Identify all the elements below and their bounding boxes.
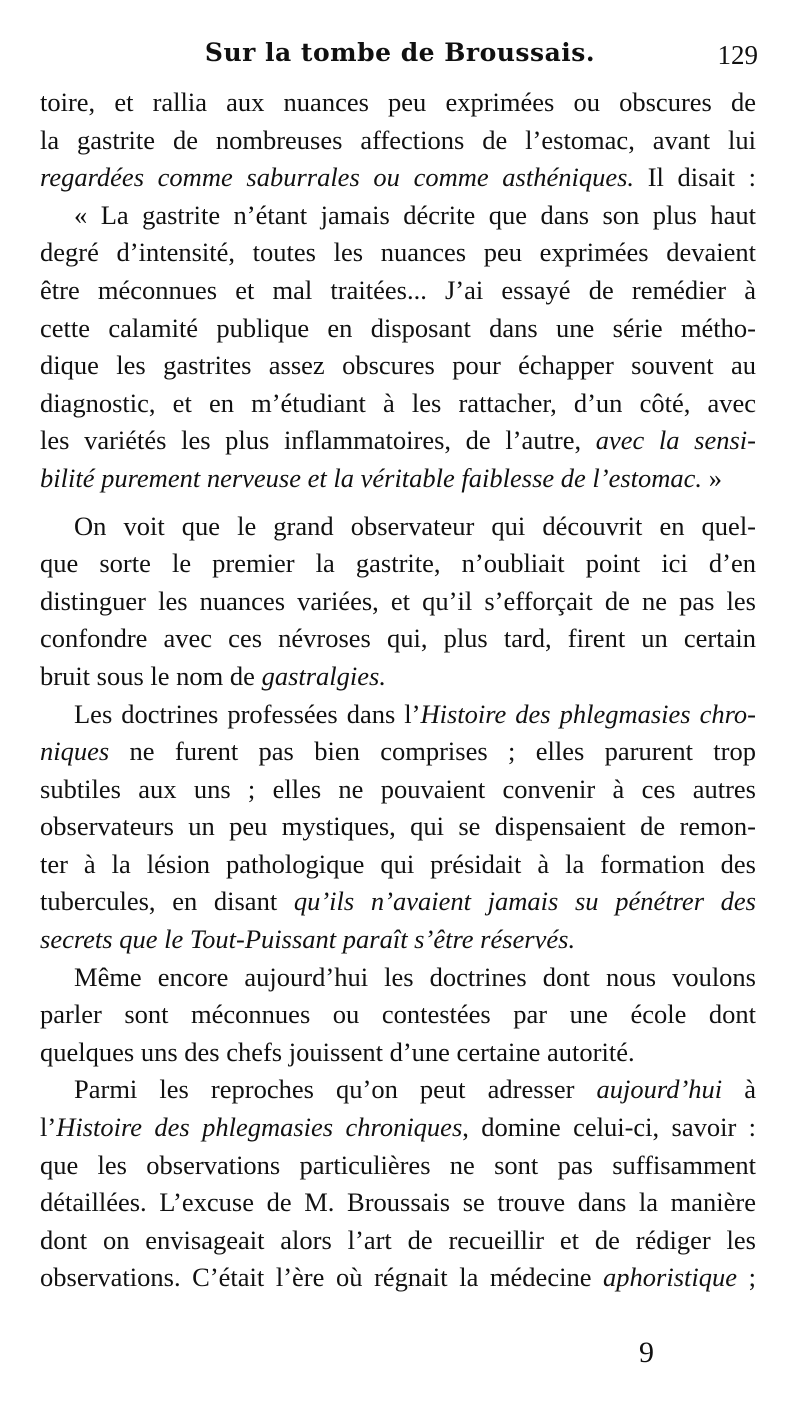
line-text: parler sont méconnues ou contestées par une école dont	[40, 999, 756, 1030]
line-text: ter à la lésion pathologique qui présidait à la formation des	[40, 848, 756, 879]
text-line	[40, 658, 756, 696]
page-number: 129	[717, 40, 758, 70]
line-italic: regardées comme saburrales ou comme asthéniques.	[40, 162, 635, 193]
line-text: détaillées. L’excuse de M. Broussais se trouve dans la manière	[40, 1187, 756, 1218]
line-text: Il disait :	[634, 162, 756, 193]
line-text: l’	[40, 1112, 57, 1143]
text-line	[40, 84, 756, 122]
line-text: ne furent pas bien comprises ; elles parurent trop	[109, 736, 756, 767]
line-text: Parmi les reproches qu’on peut adresser	[74, 1074, 597, 1105]
text-line	[40, 159, 756, 197]
line-italic: bilité purement nerveuse et la véritable faiblesse de l’estomac.	[40, 462, 703, 493]
body-text	[40, 84, 756, 1297]
text-line	[40, 347, 756, 385]
running-title: Sur la tombe de Broussais.	[204, 38, 596, 67]
line-italic: secrets que le Tout-Puissant paraît s’être réservés.	[40, 924, 576, 955]
text-line	[40, 959, 756, 997]
text-line	[40, 1222, 756, 1260]
line-italic: Histoire des phlegmasies chroniques	[56, 1112, 463, 1143]
text-line	[40, 422, 756, 460]
line-text: « La gastrite n’étant jamais décrite que dans son plus haut	[74, 199, 756, 230]
line-italic: gastralgies.	[261, 660, 386, 691]
line-text: les variétés les plus inflammatoires, de l’autre,	[40, 425, 596, 456]
paragraph-gap	[40, 498, 756, 508]
text-line	[40, 1034, 756, 1072]
text-line	[40, 122, 756, 160]
line-text: à	[722, 1074, 757, 1105]
text-line	[40, 846, 756, 884]
line-text: être méconnues et mal traitées... J’ai essayé de remédier à	[40, 274, 756, 305]
line-italic: aphoristique	[603, 1262, 738, 1293]
text-line	[40, 883, 756, 921]
line-text: Les doctrines professées dans l’	[74, 698, 421, 729]
signature-mark: 9	[639, 1336, 654, 1369]
text-line	[40, 771, 756, 809]
text-line	[40, 733, 756, 771]
line-text: ;	[737, 1262, 756, 1293]
text-line	[40, 696, 756, 734]
line-text: diagnostic, et en m’étudiant à les rattacher, d’un côté, avec	[40, 387, 756, 418]
line-text: »	[702, 462, 722, 493]
line-text: subtiles aux uns ; elles ne pouvaient convenir à ces autres	[40, 773, 756, 804]
line-text: confondre avec ces névroses qui, plus tard, firent un certain	[40, 623, 756, 654]
line-text: dique les gastrites assez obscures pour échapper souvent au	[40, 350, 756, 381]
line-text: toire, et rallia aux nuances peu exprimées ou obscures de	[40, 87, 756, 117]
text-line	[40, 1147, 756, 1185]
line-text: tubercules, en disant	[40, 886, 294, 917]
text-line	[40, 545, 756, 583]
line-text: observateurs un peu mystiques, qui se dispensaient de remon-	[40, 811, 756, 842]
line-italic: aujourd’hui	[596, 1074, 723, 1105]
line-text: la gastrite de nombreuses affections de l’estomac, avant lui	[40, 124, 756, 155]
running-head	[40, 38, 760, 78]
line-italic: avec la sensi-	[595, 425, 756, 456]
text-line	[40, 310, 756, 348]
text-line	[40, 808, 756, 846]
text-line	[40, 234, 756, 272]
text-line	[40, 996, 756, 1034]
line-text: observations. C’était l’ère où régnait la médecine	[40, 1262, 604, 1293]
text-line	[40, 460, 756, 498]
line-italic: Histoire des phlegmasies chro-	[420, 698, 756, 729]
text-line	[40, 1109, 756, 1147]
text-line	[40, 583, 756, 621]
line-text: quelques uns des chefs jouissent d’une certaine autorité.	[40, 1036, 635, 1067]
text-line	[40, 1184, 756, 1222]
text-line	[40, 272, 756, 310]
text-line	[40, 1071, 756, 1109]
line-italic: niques	[40, 736, 110, 767]
text-line	[40, 385, 756, 423]
line-text: que les observations particulières ne sont pas suffisamment	[40, 1149, 756, 1180]
line-text: , domine celui-ci, savoir :	[462, 1112, 757, 1143]
line-text: cette calamité publique en disposant dans une série métho-	[40, 312, 756, 343]
line-text: bruit sous le nom de	[40, 660, 262, 691]
text-line	[40, 1259, 756, 1297]
text-line	[40, 620, 756, 658]
line-text: que sorte le premier la gastrite, n’oubliait point ici d’en	[40, 548, 756, 579]
line-text: distinguer les nuances variées, et qu’il s’efforçait de ne pas les	[40, 585, 756, 616]
line-text: degré d’intensité, toutes les nuances peu exprimées devaient	[40, 237, 756, 268]
text-line	[40, 508, 756, 546]
line-italic: qu’ils n’avaient jamais su pénétrer des	[293, 886, 756, 917]
line-text: On voit que le grand observateur qui découvrit en quel-	[74, 510, 756, 541]
text-line	[40, 197, 756, 235]
text-line	[40, 921, 756, 959]
line-text: Même encore aujourd’hui les doctrines dont nous voulons	[74, 961, 756, 992]
line-text: dont on envisageait alors l’art de recueillir et de rédiger les	[40, 1224, 756, 1255]
